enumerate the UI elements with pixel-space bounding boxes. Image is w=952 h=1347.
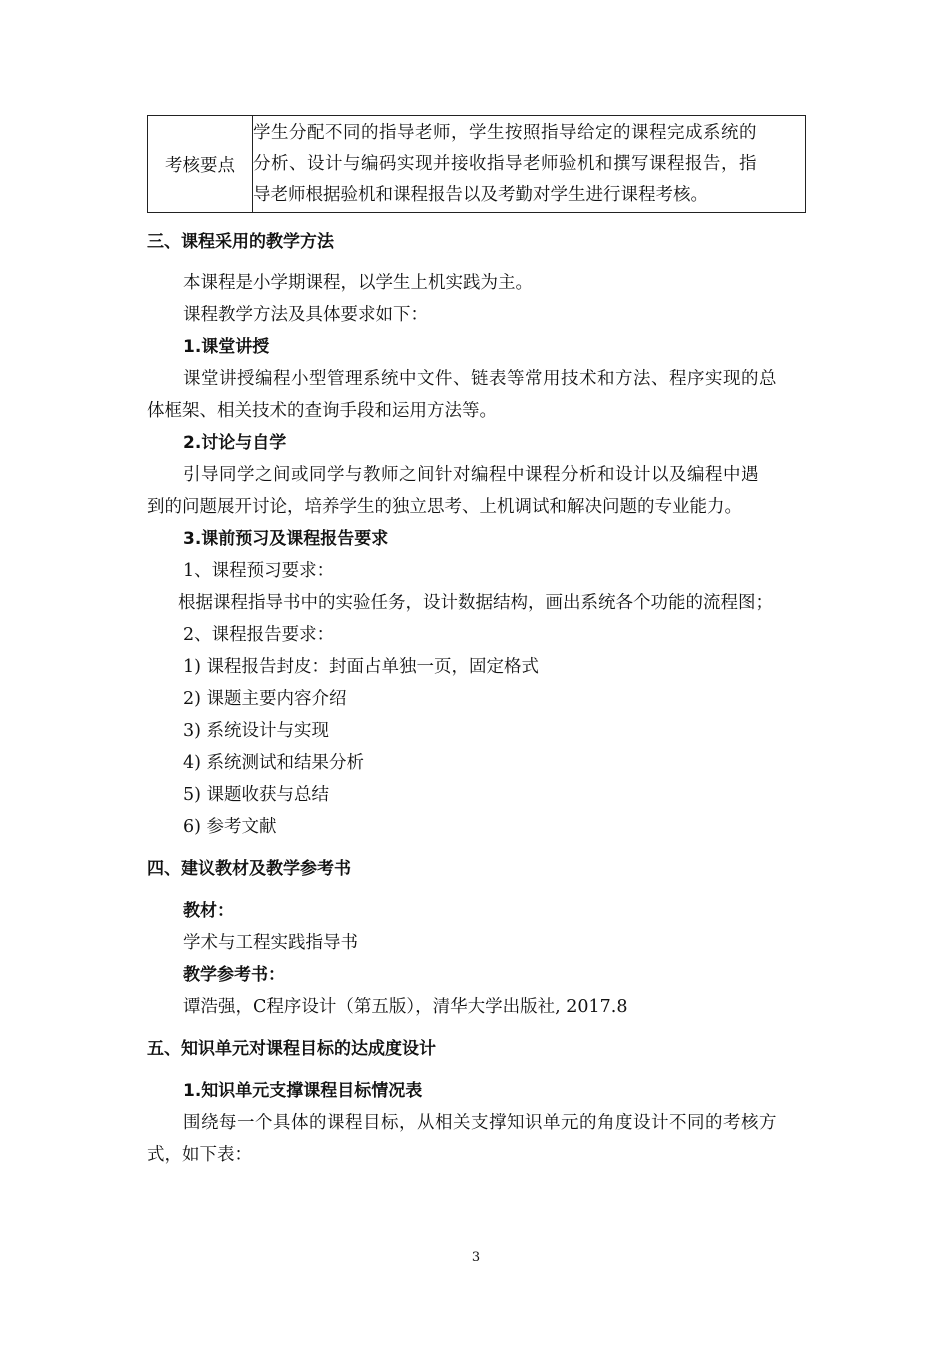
- section-4-heading: 四、建议教材及教学参考书: [147, 859, 351, 879]
- assessment-line-1: 学生分配不同的指导老师，学生按照指导给定的课程完成系统的: [253, 122, 757, 143]
- assessment-table: [147, 115, 806, 213]
- section-3-paragraph-1: 本课程是小学期课程，以学生上机实践为主。: [183, 273, 533, 293]
- reference-text: 谭浩强，C程序设计（第五版），清华大学出版社, 2017.8: [183, 997, 628, 1017]
- list-item: 4) 系统测试和结果分析: [183, 753, 365, 773]
- section-5-heading: 五、知识单元对课程目标的达成度设计: [147, 1039, 436, 1059]
- list-item: 1) 课程报告封皮：封面占单独一页，固定格式: [183, 657, 540, 677]
- assessment-line-3: 导老师根据验机和课程报告以及考勤对学生进行课程考核。: [253, 184, 708, 205]
- lecture-text-line-2: 体框架、相关技术的查询手段和运用方法等。: [147, 401, 497, 421]
- list-item: 6) 参考文献: [183, 817, 277, 837]
- textbook-label: 教材：: [183, 901, 234, 921]
- subheading-lecture: 1.课堂讲授: [183, 337, 270, 357]
- section-3-paragraph-2: 课程教学方法及具体要求如下：: [183, 305, 428, 325]
- report-requirement-label: 2、课程报告要求：: [183, 625, 335, 645]
- discussion-text-line-1: 引导同学之间或同学与教师之间针对编程中课程分析和设计以及编程中遇: [183, 465, 759, 485]
- table-row: [148, 116, 806, 213]
- subheading-preview-report: 3.课前预习及课程报告要求: [183, 529, 389, 549]
- knowledge-text-line-2: 式，如下表：: [147, 1145, 252, 1165]
- list-item: 2) 课题主要内容介绍: [183, 689, 347, 709]
- section-3-heading: 三、课程采用的教学方法: [147, 232, 334, 252]
- page-number: 3: [471, 1250, 481, 1265]
- assessment-content-cell: [253, 116, 806, 213]
- assessment-label-cell: 考核要点: [148, 116, 253, 213]
- preview-requirement-label: 1、课程预习要求：: [183, 561, 335, 581]
- assessment-line-2: 分析、设计与编码实现并接收指导老师验机和撰写课程报告，指: [253, 153, 757, 174]
- list-item: 5) 课题收获与总结: [183, 785, 330, 805]
- reference-label: 教学参考书：: [183, 965, 285, 985]
- discussion-text-line-2: 到的问题展开讨论，培养学生的独立思考、上机调试和解决问题的专业能力。: [147, 497, 742, 517]
- lecture-text-line-1: 课堂讲授编程小型管理系统中文件、链表等常用技术和方法、程序实现的总: [183, 369, 777, 389]
- textbook-text: 学术与工程实践指导书: [183, 933, 358, 953]
- preview-requirement-text: 根据课程指导书中的实验任务，设计数据结构，画出系统各个功能的流程图；: [178, 593, 773, 613]
- knowledge-text-line-1: 围绕每一个具体的课程目标，从相关支撑知识单元的角度设计不同的考核方: [183, 1113, 777, 1133]
- list-item: 3) 系统设计与实现: [183, 721, 330, 741]
- subheading-knowledge-units: 1.知识单元支撑课程目标情况表: [183, 1081, 423, 1101]
- subheading-discussion: 2.讨论与自学: [183, 433, 287, 453]
